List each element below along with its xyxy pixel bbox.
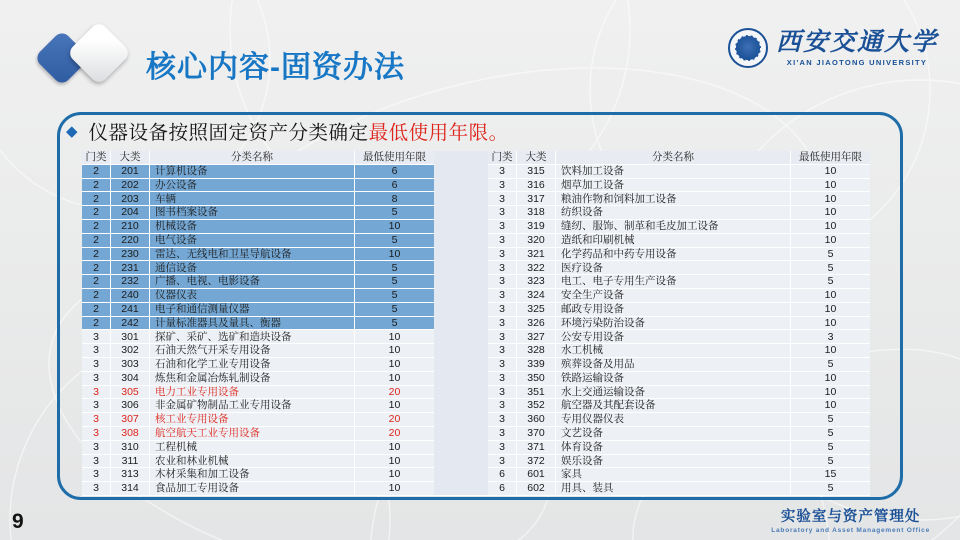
table-cell: 204	[111, 206, 150, 219]
table-row	[488, 289, 870, 303]
table-cell: 5	[827, 413, 834, 426]
table-row	[488, 441, 870, 455]
table-cell: 机械设备	[150, 220, 355, 233]
table-row	[488, 386, 870, 400]
table-cell: 6	[488, 482, 517, 495]
table-row	[488, 220, 870, 234]
table-cell: 352	[517, 399, 556, 412]
page-number: 9	[12, 510, 24, 533]
table-cell: 邮政专用设备	[556, 303, 791, 316]
table-cell: 210	[111, 220, 150, 233]
page-title: 核心内容-固资办法	[146, 51, 405, 84]
table-cell: 230	[111, 248, 150, 261]
table-cell: 10	[824, 206, 837, 219]
right-classification-table	[488, 151, 870, 496]
table-cell: 烟草加工设备	[556, 179, 791, 192]
table-cell: 10	[388, 371, 401, 384]
table-cell: 3	[488, 413, 517, 426]
table-cell: 371	[517, 441, 556, 454]
slide-diamond-logo	[36, 24, 128, 90]
table-cell: 5	[827, 358, 834, 371]
table-row	[82, 399, 434, 413]
table-cell: 5	[391, 275, 398, 288]
table-cell: 304	[111, 372, 150, 385]
table-cell: 370	[517, 427, 556, 440]
table-header-cell: 大类	[517, 151, 556, 164]
table-cell: 3	[82, 358, 111, 371]
table-cell: 5	[827, 261, 834, 274]
table-cell: 3	[488, 220, 517, 233]
table-cell: 食品加工专用设备	[150, 482, 355, 495]
table-cell: 农业和林业机械	[150, 455, 355, 468]
table-cell: 3	[488, 330, 517, 343]
table-row	[82, 220, 434, 234]
table-cell: 文艺设备	[556, 427, 791, 440]
table-row	[82, 344, 434, 358]
table-cell: 320	[517, 234, 556, 247]
table-cell: 计量标准器具及量具、衡器	[150, 317, 355, 330]
table-cell: 2	[82, 261, 111, 274]
table-row	[82, 303, 434, 317]
table-cell: 5	[391, 261, 398, 274]
table-cell: 用具、装具	[556, 482, 791, 495]
table-header-cell: 最低使用年限	[799, 151, 862, 164]
table-cell: 323	[517, 275, 556, 288]
table-cell: 240	[111, 289, 150, 302]
table-cell: 体育设备	[556, 441, 791, 454]
table-row	[82, 468, 434, 482]
table-row	[488, 317, 870, 331]
table-cell: 5	[391, 206, 398, 219]
classification-tables	[82, 151, 870, 496]
table-cell: 5	[391, 302, 398, 315]
table-cell: 314	[111, 482, 150, 495]
table-cell: 203	[111, 192, 150, 205]
table-cell: 10	[824, 316, 837, 329]
table-cell: 306	[111, 399, 150, 412]
table-cell: 3	[488, 234, 517, 247]
table-row	[488, 303, 870, 317]
table-cell: 工程机械	[150, 441, 355, 454]
table-cell: 10	[388, 482, 401, 495]
table-row	[82, 289, 434, 303]
table-cell: 5	[391, 233, 398, 246]
table-cell: 351	[517, 386, 556, 399]
table-cell: 3	[488, 455, 517, 468]
table-row	[488, 427, 870, 441]
table-row	[488, 206, 870, 220]
table-cell: 广播、电视、电影设备	[150, 275, 355, 288]
table-row	[488, 192, 870, 206]
table-row	[488, 179, 870, 193]
table-cell: 3	[488, 192, 517, 205]
table-row	[488, 261, 870, 275]
table-cell: 3	[488, 427, 517, 440]
table-cell: 造纸和印刷机械	[556, 234, 791, 247]
table-cell: 2	[82, 234, 111, 247]
table-cell: 3	[82, 399, 111, 412]
table-cell: 2	[82, 165, 111, 178]
table-row	[488, 248, 870, 262]
table-cell: 360	[517, 413, 556, 426]
table-cell: 通信设备	[150, 261, 355, 274]
table-cell: 粮油作物和饲料加工设备	[556, 192, 791, 205]
table-row	[82, 455, 434, 469]
table-cell: 307	[111, 413, 150, 426]
table-row	[488, 344, 870, 358]
table-row	[488, 165, 870, 179]
table-cell: 3	[488, 441, 517, 454]
table-row	[82, 275, 434, 289]
table-cell: 2	[82, 220, 111, 233]
table-cell: 3	[488, 358, 517, 371]
table-row	[82, 234, 434, 248]
table-cell: 372	[517, 455, 556, 468]
table-cell: 5	[827, 247, 834, 260]
table-cell: 3	[488, 179, 517, 192]
table-cell: 仪器仪表	[150, 289, 355, 302]
table-cell: 3	[488, 289, 517, 302]
table-cell: 核工业专用设备	[150, 413, 355, 426]
table-cell: 2	[82, 275, 111, 288]
table-cell: 2	[82, 303, 111, 316]
table-cell: 3	[82, 427, 111, 440]
table-cell: 10	[824, 178, 837, 191]
table-cell: 3	[82, 372, 111, 385]
bullet-line	[66, 118, 509, 144]
table-cell: 350	[517, 372, 556, 385]
bullet-text-black: 仪器设备按照固定资产分类确定	[88, 122, 369, 144]
table-cell: 242	[111, 317, 150, 330]
table-cell: 10	[824, 344, 837, 357]
table-cell: 2	[82, 289, 111, 302]
table-cell: 10	[388, 468, 401, 481]
table-cell: 301	[111, 330, 150, 343]
table-cell: 航空器及其配套设备	[556, 399, 791, 412]
table-row	[82, 372, 434, 386]
table-cell: 缝纫、服饰、制革和毛皮加工设备	[556, 220, 791, 233]
table-cell: 医疗设备	[556, 261, 791, 274]
table-cell: 313	[111, 468, 150, 481]
diamond-bullet-icon: ◆	[66, 122, 78, 140]
table-cell: 环境污染防治设备	[556, 317, 791, 330]
table-cell: 雷达、无线电和卫星导航设备	[150, 248, 355, 261]
table-cell: 326	[517, 317, 556, 330]
table-cell: 10	[824, 399, 837, 412]
table-row	[488, 372, 870, 386]
table-cell: 3	[488, 317, 517, 330]
table-row	[488, 358, 870, 372]
table-row	[82, 358, 434, 372]
footer-department	[771, 505, 930, 534]
table-row	[488, 468, 870, 482]
university-logo	[728, 28, 938, 68]
table-row	[82, 261, 434, 275]
table-cell: 3	[82, 344, 111, 357]
table-cell: 5	[391, 289, 398, 302]
table-cell: 铁路运输设备	[556, 372, 791, 385]
table-cell: 10	[388, 247, 401, 260]
table-cell: 328	[517, 344, 556, 357]
table-cell: 8	[391, 192, 398, 205]
table-row	[488, 482, 870, 496]
table-cell: 5	[827, 482, 834, 495]
table-cell: 3	[488, 372, 517, 385]
table-cell: 车辆	[150, 192, 355, 205]
table-cell: 5	[827, 275, 834, 288]
table-cell: 10	[388, 358, 401, 371]
table-cell: 3	[488, 399, 517, 412]
table-cell: 308	[111, 427, 150, 440]
table-cell: 15	[824, 468, 837, 481]
table-cell: 娱乐设备	[556, 455, 791, 468]
table-row	[82, 386, 434, 400]
table-row	[82, 441, 434, 455]
table-cell: 231	[111, 261, 150, 274]
table-header-cell: 门类	[82, 151, 111, 164]
table-cell: 计算机设备	[150, 165, 355, 178]
table-row	[488, 399, 870, 413]
table-cell: 10	[824, 289, 837, 302]
table-row	[82, 413, 434, 427]
table-cell: 303	[111, 358, 150, 371]
table-cell: 201	[111, 165, 150, 178]
table-cell: 10	[388, 330, 401, 343]
table-cell: 220	[111, 234, 150, 247]
bullet-text	[89, 117, 509, 145]
table-cell: 3	[488, 248, 517, 261]
table-cell: 241	[111, 303, 150, 316]
table-cell: 3	[82, 468, 111, 481]
table-cell: 饮料加工设备	[556, 165, 791, 178]
table-cell: 炼焦和金属冶炼轧制设备	[150, 372, 355, 385]
table-row	[82, 179, 434, 193]
bullet-text-red: 最低使用年限。	[368, 122, 509, 144]
table-cell: 339	[517, 358, 556, 371]
table-cell: 311	[111, 455, 150, 468]
table-cell: 公安专用设备	[556, 330, 791, 343]
table-cell: 319	[517, 220, 556, 233]
table-row	[82, 317, 434, 331]
table-cell: 3	[488, 344, 517, 357]
table-cell: 3	[827, 330, 834, 343]
table-cell: 232	[111, 275, 150, 288]
table-cell: 纺织设备	[556, 206, 791, 219]
university-name-en: XI'AN JIAOTONG UNIVERSITY	[786, 57, 928, 67]
table-cell: 2	[82, 317, 111, 330]
table-cell: 10	[388, 399, 401, 412]
table-cell: 石油和化学工业专用设备	[150, 358, 355, 371]
table-cell: 殡葬设备及用品	[556, 358, 791, 371]
table-cell: 202	[111, 179, 150, 192]
table-cell: 办公设备	[150, 179, 355, 192]
table-cell: 2	[82, 206, 111, 219]
table-cell: 10	[388, 454, 401, 467]
table-cell: 安全生产设备	[556, 289, 791, 302]
table-cell: 5	[827, 440, 834, 453]
table-cell: 电工、电子专用生产设备	[556, 275, 791, 288]
table-cell: 10	[824, 164, 837, 177]
table-cell: 317	[517, 192, 556, 205]
table-cell: 315	[517, 165, 556, 178]
table-cell: 2	[82, 192, 111, 205]
table-cell: 10	[824, 302, 837, 315]
table-row	[488, 234, 870, 248]
table-cell: 305	[111, 386, 150, 399]
table-cell: 3	[488, 261, 517, 274]
table-cell: 5	[391, 316, 398, 329]
table-cell: 石油天然气开采专用设备	[150, 344, 355, 357]
table-cell: 601	[517, 468, 556, 481]
table-cell: 10	[824, 233, 837, 246]
table-cell: 20	[388, 427, 401, 440]
table-header-cell: 大类	[111, 151, 150, 164]
table-row	[82, 482, 434, 496]
table-cell: 木材采集和加工设备	[150, 468, 355, 481]
table-cell: 2	[82, 179, 111, 192]
table-cell: 3	[82, 330, 111, 343]
left-classification-table	[82, 151, 434, 496]
table-row	[488, 275, 870, 289]
white-diamond-shape	[66, 20, 131, 85]
table-cell: 318	[517, 206, 556, 219]
footer-department-en: Laboratory and Asset Management Office	[771, 527, 930, 534]
table-header-cell: 分类名称	[150, 151, 355, 164]
table-cell: 310	[111, 441, 150, 454]
university-name-cn: 西安交通大学	[775, 27, 938, 57]
table-cell: 3	[488, 303, 517, 316]
table-cell: 5	[827, 427, 834, 440]
table-cell: 327	[517, 330, 556, 343]
table-row	[82, 206, 434, 220]
table-cell: 302	[111, 344, 150, 357]
table-cell: 3	[488, 165, 517, 178]
table-cell: 图书档案设备	[150, 206, 355, 219]
table-cell: 家具	[556, 468, 791, 481]
table-cell: 航空航天工业专用设备	[150, 427, 355, 440]
table-cell: 电力工业专用设备	[150, 386, 355, 399]
table-header-cell: 最低使用年限	[363, 151, 426, 164]
table-cell: 322	[517, 261, 556, 274]
table-cell: 10	[824, 220, 837, 233]
table-row	[82, 427, 434, 441]
table-row	[82, 165, 434, 179]
table-cell: 324	[517, 289, 556, 302]
table-header-cell: 分类名称	[556, 151, 791, 164]
university-seal-emblem	[735, 35, 761, 61]
table-header-row	[488, 151, 870, 165]
table-cell: 探矿、采矿、选矿和造块设备	[150, 330, 355, 343]
table-cell: 非金属矿物制品工业专用设备	[150, 399, 355, 412]
table-cell: 20	[388, 413, 401, 426]
table-cell: 316	[517, 179, 556, 192]
table-cell: 3	[82, 386, 111, 399]
table-cell: 602	[517, 482, 556, 495]
table-cell: 6	[391, 178, 398, 191]
table-row	[488, 455, 870, 469]
table-cell: 3	[82, 441, 111, 454]
footer-department-cn: 实验室与资产管理处	[780, 509, 921, 525]
table-cell: 水工机械	[556, 344, 791, 357]
table-cell: 6	[391, 164, 398, 177]
table-cell: 20	[388, 385, 401, 398]
table-cell: 6	[488, 468, 517, 481]
table-cell: 10	[824, 192, 837, 205]
table-row	[82, 248, 434, 262]
table-cell: 10	[824, 371, 837, 384]
table-row	[488, 413, 870, 427]
table-cell: 10	[388, 344, 401, 357]
table-cell: 电气设备	[150, 234, 355, 247]
table-cell: 3	[82, 413, 111, 426]
table-cell: 化学药品和中药专用设备	[556, 248, 791, 261]
table-cell: 5	[827, 454, 834, 467]
table-cell: 10	[388, 440, 401, 453]
table-cell: 2	[82, 248, 111, 261]
table-cell: 3	[488, 386, 517, 399]
table-row	[82, 330, 434, 344]
table-cell: 3	[82, 482, 111, 495]
table-cell: 10	[824, 385, 837, 398]
table-row	[488, 330, 870, 344]
table-cell: 10	[388, 220, 401, 233]
table-cell: 3	[488, 275, 517, 288]
table-header-row	[82, 151, 434, 165]
university-seal-icon	[728, 28, 768, 68]
table-cell: 电子和通信测量仪器	[150, 303, 355, 316]
table-cell: 水上交通运输设备	[556, 386, 791, 399]
table-cell: 321	[517, 248, 556, 261]
table-cell: 325	[517, 303, 556, 316]
table-cell: 3	[82, 455, 111, 468]
table-cell: 专用仪器仪表	[556, 413, 791, 426]
table-header-cell: 门类	[488, 151, 517, 164]
table-gap-spacer	[434, 151, 488, 496]
table-cell: 3	[488, 206, 517, 219]
table-row	[82, 192, 434, 206]
